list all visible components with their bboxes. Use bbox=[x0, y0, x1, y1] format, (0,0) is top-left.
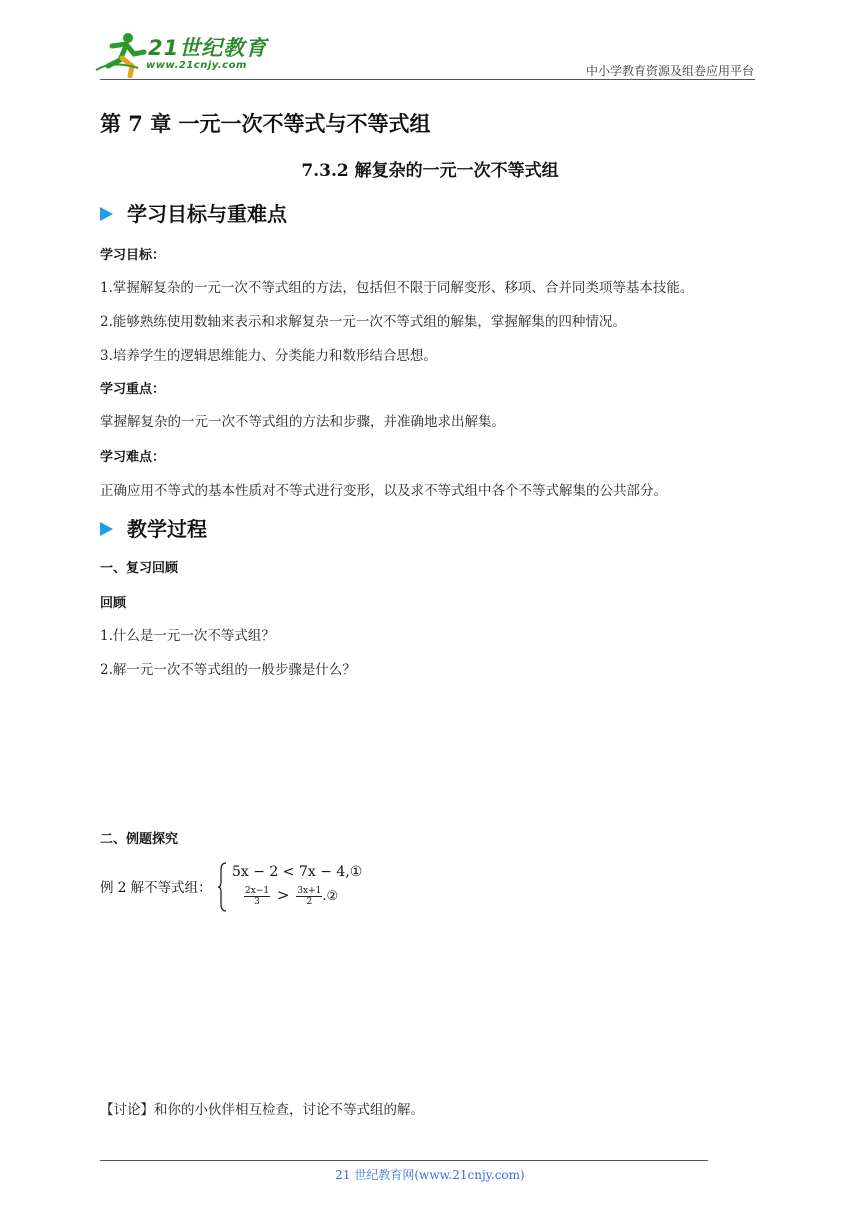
discussion-text: 【讨论】和你的小伙伴相互检查，讨论不等式组的解。 bbox=[100, 1102, 424, 1118]
difficulty-text: 正确应用不等式的基本性质对不等式进行变形，以及求不等式组中各个不等式解集的公共部分。 bbox=[100, 483, 667, 499]
fraction-right bbox=[296, 886, 322, 907]
logo-url: www.21cnjy.com bbox=[146, 60, 247, 71]
goals-heading bbox=[100, 198, 287, 227]
fraction-left-num: 2x−1 bbox=[245, 886, 270, 896]
section-title: 7.3.2 解复杂的一元一次不等式组 bbox=[301, 161, 559, 181]
fraction-right-num: 3x+1 bbox=[297, 886, 322, 896]
objective-item: 2.能够熟练使用数轴来表示和求解复杂一元一次不等式组的解集，掌握解集的四种情况。 bbox=[100, 314, 626, 330]
triangle-bullet-icon bbox=[100, 522, 113, 536]
inequality-2 bbox=[244, 886, 338, 907]
inequality-1: 5x − 2 < 7x − 4,① bbox=[232, 864, 363, 880]
fraction-left bbox=[244, 886, 270, 907]
logo-text: 21世纪教育 bbox=[148, 36, 268, 60]
footer-link[interactable]: 21 世纪教育网(www.21cnjy.com) bbox=[335, 1168, 525, 1182]
header-divider bbox=[100, 79, 755, 80]
footer-divider bbox=[100, 1160, 708, 1161]
goals-heading-text: 学习目标与重难点 bbox=[127, 202, 287, 226]
review-item: 1.什么是一元一次不等式组？ bbox=[100, 628, 275, 644]
review-label: 回顾 bbox=[100, 596, 127, 611]
triangle-bullet-icon bbox=[100, 207, 113, 221]
fraction-right-den: 2 bbox=[306, 897, 313, 907]
objective-item: 3.培养学生的逻辑思维能力、分类能力和数形结合思想。 bbox=[100, 348, 437, 364]
inequality-operator: > bbox=[276, 886, 290, 904]
objectives-label: 学习目标： bbox=[100, 248, 166, 263]
process-heading-text: 教学过程 bbox=[127, 517, 207, 541]
review-item: 2.解一元一次不等式组的一般步骤是什么？ bbox=[100, 662, 356, 678]
header-platform-text: 中小学教育资源及组卷应用平台 bbox=[585, 64, 754, 78]
key-text: 掌握解复杂的一元一次不等式组的方法和步骤，并准确地求出解集。 bbox=[100, 414, 505, 430]
key-label: 学习重点： bbox=[100, 382, 166, 397]
runner-logo-icon bbox=[92, 30, 152, 78]
left-brace-icon bbox=[218, 862, 228, 912]
fraction-left-den: 3 bbox=[254, 897, 260, 907]
example-label: 例 2 解不等式组： bbox=[100, 880, 212, 896]
inequality-2-tail: .② bbox=[322, 889, 339, 904]
review-heading: 一、复习回顾 bbox=[100, 561, 179, 576]
difficulty-label: 学习难点： bbox=[100, 450, 166, 465]
objective-item: 1.掌握解复杂的一元一次不等式组的方法，包括但不限于同解变形、移项、合并同类项等基本技能。 bbox=[100, 280, 694, 296]
process-heading bbox=[100, 513, 207, 542]
chapter-title: 第 7 章 一元一次不等式与不等式组 bbox=[100, 111, 431, 136]
example-heading: 二、例题探究 bbox=[100, 832, 179, 847]
